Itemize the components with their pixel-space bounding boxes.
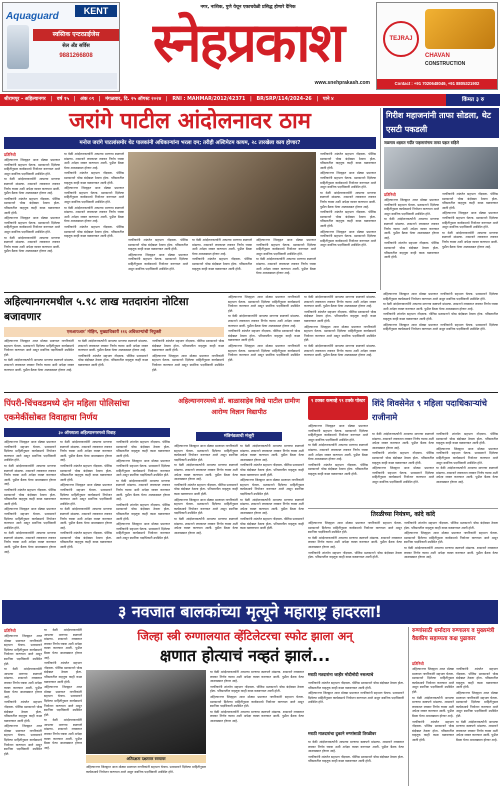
ad-subtitle: सेल अँड सर्विस: [62, 43, 90, 49]
lead-para: अहिल्यानगर जिल्ह्यात आज मोठ्या प्रमाणात नागरिकांनी सहभाग घेतला. प्रशासनाने दिलेल्या माहितीनुसार कार्यक्रमाचे नियोजन करण्यात आले असून स्थानिक पदाधिकारी उपस्थित होते.: [64, 186, 124, 204]
hospital-photo-caption: अतिदक्षता दक्षतावर रस्त्यावर: [86, 755, 206, 763]
hospital-headline-line2: क्षणात होत्याचं नव्हतं झालं...: [159, 646, 331, 665]
right-advertisement: [376, 2, 498, 90]
lead-para: या वेळी आंदोलनकर्त्यांनी आपल्या मागण्या स्पष्टपणे मांडल्या. शासनाने लवकरात लवकर निर्णय घ्यावा अशी अपेक्षा व्यक्त करण्यात आली. पुढील बैठक येत्या आठवड्यात होणार आहे.: [256, 257, 316, 276]
shinde-para: अहिल्यानगर जिल्ह्यात आज मोठ्या प्रमाणात नागरिकांनी सहभाग घेतला. प्रशासनाने दिलेल्या माहितीनुसार कार्यक्रमाचे नियोजन करण्यात आले असून स्थानिक पदाधिकारी उपस्थित होते.: [436, 446, 498, 465]
pimpri-para: अहिल्यानगर जिल्ह्यात आज मोठ्या प्रमाणात नागरिकांनी सहभाग घेतला. प्रशासनाने दिलेल्या माहितीनुसार कार्यक्रमाचे नियोजन करण्यात आले असून स्थानिक पदाधिकारी उपस्थित होते.: [116, 459, 170, 478]
flood-para: अहिल्यानगर जिल्ह्यात आज मोठ्या प्रमाणात नागरिकांनी सहभाग घेतला. प्रशासनाने दिलेल्या माहितीनुसार कार्यक्रमाचे नियोजन करण्यात आले असून स्थानिक पदाधिकारी उपस्थित होते.: [308, 521, 402, 535]
girish-para: या वेळी आंदोलनकर्त्यांनी आपल्या मागण्या स्पष्टपणे मांडल्या. शासनाने लवकरात लवकर निर्णय घ्यावा अशी अपेक्षा व्यक्त करण्यात आली. पुढील बैठक येत्या आठवड्यात होणार आहे.: [383, 302, 498, 311]
flood-para: अहिल्यानगर जिल्ह्यात आज मोठ्या प्रमाणात नागरिकांनी सहभाग घेतला. प्रशासनाने दिलेल्या माहितीनुसार कार्यक्रमाचे नियोजन करण्यात आले असून स्थानिक पदाधिकारी उपस्थित होते.: [404, 531, 498, 545]
masthead-tagline: नगर, नाशिक, पुणे येथून एकाचवेळी प्रसिद्ध होणारे दैनिक: [200, 5, 296, 10]
masthead-title: स्नेहप्रकाश: [152, 11, 344, 74]
shinde-para: या वेळी आंदोलनकर्त्यांनी आपल्या मागण्या स्पष्टपणे मांडल्या. शासनाने लवकरात लवकर निर्णय घ्यावा अशी अपेक्षा व्यक्त करण्यात आली. पुढील बैठक येत्या आठवड्यात होणार आहे.: [436, 466, 498, 484]
ad-shop-name: स्वस्तिक एन्टरप्राईजेस: [33, 29, 119, 41]
lead-column-4: [192, 238, 252, 288]
lead-para: नागरिकांनी शांततेत सहभाग नोंदवला. पोलिस प्रशासनाने चोख बंदोबस्त ठेवला होता. परिसरातील वाहतूक काही काळ वळवण्यात आली होती.: [64, 224, 124, 239]
lead-headline: जरांगे पाटील आंदोलनावर ठाम: [69, 109, 311, 134]
mini-para: अहिल्यानगर जिल्ह्यात आज मोठ्या प्रमाणात नागरिकांनी सहभाग घेतला. प्रशासनाने दिलेल्या माहितीनुसार कार्यक्रमाचे नियोजन करण्यात आले असून स्थानिक पदाधिकारी उपस्थित होते.: [44, 685, 82, 717]
shinde-column-3: [436, 432, 498, 506]
dateline-rni: RNI : MAHMAR/2012/42371: [172, 97, 246, 102]
girish-continued: [383, 292, 498, 390]
lead-para: नागरिकांनी शांततेत सहभाग नोंदवला. पोलिस प्रशासनाने चोख बंदोबस्त ठेवला होता. परिसरातील वाहतूक काही काळ वळवण्यात आली होती.: [128, 238, 188, 252]
lead-para: या वेळी आंदोलनकर्त्यांनी आपल्या मागण्या स्पष्टपणे मांडल्या. शासनाने लवकरात लवकर निर्णय घ्यावा अशी अपेक्षा व्यक्त करण्यात आली. पुढील बैठक येत्या आठवड्यात होणार आहे.: [192, 238, 252, 256]
ahilya-headline: अहिल्यानगरमध्ये डॉ. बाळासाहेब विखे पाटील ग्रामीण आरोग्य विज्ञान विद्यापीठ: [178, 397, 300, 416]
water-purifier-image: [7, 25, 29, 69]
price-badge: किंमत ३ रु: [446, 94, 500, 106]
girish-photo: [384, 147, 498, 189]
pimpri-column-3: [116, 440, 170, 598]
lead-para: अहिल्यानगर जिल्ह्यात आज मोठ्या प्रमाणात नागरिकांनी सहभाग घेतला. प्रशासनाने दिलेल्या माहितीनुसार कार्यक्रमाचे नियोजन करण्यात आले असून स्थानिक पदाधिकारी उपस्थित होते.: [320, 171, 376, 190]
aside-column-2: [308, 740, 404, 786]
divider: [4, 392, 498, 393]
ahilya-column-1: [174, 444, 238, 598]
lead-para: नागरिकांनी शांततेत सहभाग नोंदवला. पोलिस प्रशासनाने चोख बंदोबस्त ठेवला होता. परिसरातील वाहतूक काही काळ वळवण्यात आली होती.: [192, 257, 252, 271]
pimpri-para: या वेळी आंदोलनकर्त्यांनी आपल्या मागण्या स्पष्टपणे मांडल्या. शासनाने लवकरात लवकर निर्णय घ्यावा अशी अपेक्षा व्यक्त करण्यात आली. पुढील बैठक येत्या आठवड्यात होणार आहे.: [4, 463, 56, 487]
lead-para: या वेळी आंदोलनकर्त्यांनी आपल्या मागण्या स्पष्टपणे मांडल्या. शासनाने लवकरात लवकर निर्णय घ्यावा अशी अपेक्षा व्यक्त करण्यात आली. पुढील बैठक येत्या आठवड्यात होणार आहे.: [64, 205, 124, 224]
pimpri-para: या वेळी आंदोलनकर्त्यांनी आपल्या मागण्या स्पष्टपणे मांडल्या. शासनाने लवकरात लवकर निर्णय घ्यावा अशी अपेक्षा व्यक्त करण्यात आली. पुढील बैठक येत्या आठवड्यात होणार आहे.: [60, 440, 112, 463]
shinde-para: या वेळी आंदोलनकर्त्यांनी आपल्या मागण्या स्पष्टपणे मांडल्या. शासनाने लवकरात लवकर निर्णय घ्यावा अशी अपेक्षा व्यक्त करण्यात आली. पुढील बैठक येत्या आठवड्यात होणार आहे.: [308, 443, 368, 462]
girish-box: [380, 108, 498, 290]
flood-column-1: [308, 521, 402, 598]
ad-company-line1: CHAVAN: [425, 53, 450, 59]
ahilya-column-2: [240, 444, 304, 598]
pimpri-para: नागरिकांनी शांततेत सहभाग नोंदवला. पोलिस प्रशासनाने चोख बंदोबस्त ठेवला होता. परिसरातील वाहतूक काही काळ वळवण्यात आली होती.: [116, 502, 170, 521]
rugnalay-para: अहिल्यानगर जिल्ह्यात आज मोठ्या प्रमाणात नागरिकांनी सहभाग घेतला. प्रशासनाने दिलेल्या माहितीनुसार कार्यक्रमाचे नियोजन करण्यात आले असून स्थानिक पदाधिकारी उपस्थित होते.: [412, 667, 454, 694]
aside-headline-1: मराठी मतदारांना जाहीर मोदीमोदी नसल्याचे: [308, 672, 374, 677]
hospital-para: या वेळी आंदोलनकर्त्यांनी आपल्या मागण्या स्पष्टपणे मांडल्या. शासनाने लवकरात लवकर निर्णय घ्यावा अशी अपेक्षा व्यक्त करण्यात आली. पुढील बैठक येत्या आठवड्यात होणार आहे.: [210, 670, 304, 684]
flood-para: या वेळी आंदोलनकर्त्यांनी आपल्या मागण्या स्पष्टपणे मांडल्या. शासनाने लवकरात लवकर निर्णय घ्यावा अशी अपेक्षा व्यक्त करण्यात आली. पुढील बैठक येत्या आठवड्यात होणार आहे.: [404, 545, 498, 560]
rugnalay-box: [408, 627, 498, 786]
lead-column-6: [320, 152, 376, 288]
dateline-date: मंगळवार, दि. २५ ऑगस्ट २०२४: [105, 97, 162, 102]
voter-column-3: [152, 339, 224, 389]
hospital-headline-line1: जिल्हा स्त्री रुग्णालयात व्हेंटिलेटरचा स्फोट झाला अन्: [137, 629, 353, 643]
hospital-column-2: [210, 670, 304, 786]
voter-para: नागरिकांनी शांततेत सहभाग नोंदवला. पोलिस प्रशासनाने चोख बंदोबस्त ठेवला होता. परिसरातील वाहतूक काही काळ वळवण्यात आली होती.: [78, 353, 148, 367]
hospital-para: अहिल्यानगर जिल्ह्यात आज मोठ्या प्रमाणात नागरिकांनी सहभाग घेतला. प्रशासनाने दिलेल्या माहितीनुसार कार्यक्रमाचे नियोजन करण्यात आले असून स्थानिक पदाधिकारी उपस्थित होते.: [86, 765, 206, 774]
pimpri-column-1: [4, 440, 56, 598]
voter-para: या वेळी आंदोलनकर्त्यांनी आपल्या मागण्या स्पष्टपणे मांडल्या. शासनाने लवकरात लवकर निर्णय घ्यावा अशी अपेक्षा व्यक्त करण्यात आली. पुढील बैठक येत्या आठवड्यात होणार आहे.: [78, 339, 148, 353]
flood-para: नागरिकांनी शांततेत सहभाग नोंदवला. पोलिस प्रशासनाने चोख बंदोबस्त ठेवला होता. परिसरातील वाहतूक काही काळ वळवण्यात आली होती.: [308, 550, 402, 560]
lead-para: अहिल्यानगर जिल्ह्यात आज मोठ्या प्रमाणात नागरिकांनी सहभाग घेतला. प्रशासनाने दिलेल्या माहितीनुसार कार्यक्रमाचे नियोजन करण्यात आले असून स्थानिक पदाधिकारी उपस्थित होते.: [4, 158, 60, 176]
shinde-para: अहिल्यानगर जिल्ह्यात आज मोठ्या प्रमाणात नागरिकांनी सहभाग घेतला. प्रशासनाने दिलेल्या माहितीनुसार कार्यक्रमाचे नियोजन करण्यात आले असून स्थानिक पदाधिकारी उपस्थित होते.: [372, 466, 434, 484]
girish-para: या वेळी आंदोलनकर्त्यांनी आपल्या मागण्या स्पष्टपणे मांडल्या. शासनाने लवकरात लवकर निर्णय घ्यावा अशी अपेक्षा व्यक्त करण्यात आली. पुढील बैठक येत्या आठवड्यात होणार आहे.: [384, 217, 439, 240]
left-mini-column-2: [44, 628, 82, 786]
girish-subhead: जळगाव शहरात गर्दीत पाहणारांनाच ताफा पहात राहिले: [384, 140, 459, 145]
voter-para: नागरिकांनी शांततेत सहभाग नोंदवला. पोलिस प्रशासनाने चोख बंदोबस्त ठेवला होता. परिसरातील वाहतूक काही काळ वळवण्यात आली होती.: [228, 329, 300, 343]
pimpri-para: नागरिकांनी शांततेत सहभाग नोंदवला. पोलिस प्रशासनाने चोख बंदोबस्त ठेवला होता. परिसरातील वाहतूक काही काळ वळवण्यात आली होती.: [116, 440, 170, 458]
aside-para: नागरिकांनी शांततेत सहभाग नोंदवला. पोलिस प्रशासनाने चोख बंदोबस्त ठेवला होता. परिसरातील वाहतूक काही काळ वळवण्यात आली होती.: [308, 681, 404, 690]
girish-column-1: [384, 198, 439, 288]
dateline-place: श्रीरामपूर - अहिल्यानगर: [4, 97, 46, 102]
ad-phone: 9881266808: [59, 53, 93, 59]
lead-photo: [128, 152, 316, 236]
lead-para: अहिल्यानगर जिल्ह्यात आज मोठ्या प्रमाणात नागरिकांनी सहभाग घेतला. प्रशासनाने दिलेल्या माहितीनुसार कार्यक्रमाचे नियोजन करण्यात आले असून स्थानिक पदाधिकारी उपस्थित होते.: [4, 216, 60, 234]
girish-para: अहिल्यानगर जिल्ह्यात आज मोठ्या प्रमाणात नागरिकांनी सहभाग घेतला. प्रशासनाने दिलेल्या माहितीनुसार कार्यक्रमाचे नियोजन करण्यात आले असून स्थानिक पदाधिकारी उपस्थित होते.: [383, 322, 498, 332]
dateline-reg: BR/SRP/114/2024-26: [256, 97, 312, 102]
divider: [4, 292, 376, 293]
shinde-para: नागरिकांनी शांततेत सहभाग नोंदवला. पोलिस प्रशासनाने चोख बंदोबस्त ठेवला होता. परिसरातील वाहतूक काही काळ वळवण्यात आली होती.: [372, 451, 434, 465]
voter-para: नागरिकांनी शांततेत सहभाग नोंदवला. पोलिस प्रशासनाने चोख बंदोबस्त ठेवला होता. परिसरातील वाहतूक काही काळ वळवण्यात आली होती.: [152, 339, 224, 353]
aside-headline-2: मराठी मातदारांचा दुकाने रुग्णांसाठी तिरळीवर: [308, 731, 377, 736]
girish-para: अहिल्यानगर जिल्ह्यात आज मोठ्या प्रमाणात नागरिकांनी सहभाग घेतला. प्रशासनाने दिलेल्या माहितीनुसार कार्यक्रमाचे नियोजन करण्यात आले असून स्थानिक पदाधिकारी उपस्थित होते.: [442, 211, 498, 230]
ahilya-para: या वेळी आंदोलनकर्त्यांनी आपल्या मागण्या स्पष्टपणे मांडल्या. शासनाने लवकरात लवकर निर्णय घ्यावा अशी अपेक्षा व्यक्त करण्यात आली. पुढील बैठक येत्या आठवड्यात होणार आहे.: [174, 516, 238, 535]
lead-column-2: [64, 152, 124, 288]
voter-column-5: [304, 295, 376, 389]
rugnalay-para: नागरिकांनी शांततेत सहभाग नोंदवला. पोलिस प्रशासनाने चोख बंदोबस्त ठेवला होता. परिसरातील वाहतूक काही काळ वळवण्यात आली होती.: [456, 667, 498, 690]
voter-headline: अहिल्यानगरमधील ५.९८ लाख मतदारांना नोटिसा बजावणार: [4, 296, 189, 323]
flood-headline: तिरळीच्या नियंत्रण, कांदे कांदे: [308, 508, 498, 519]
dateline-bar: श्रीरामपूर - अहिल्यानगर | वर्ष १५ | अंक ०९ | मंगळवार, दि. २५ ऑगस्ट २०२४ | RNI : MAHMAR/2012/42371 | BR/SRP/114/2024-26 | पाने ४: [0, 94, 500, 106]
girish-byline: प्रतिनिधी: [384, 192, 396, 197]
rugnalay-column-2: [456, 667, 498, 785]
aquaguard-logo: Aquaguard: [6, 11, 59, 22]
lead-para: अहिल्यानगर जिल्ह्यात आज मोठ्या प्रमाणात नागरिकांनी सहभाग घेतला. प्रशासनाने दिलेल्या माहितीनुसार कार्यक्रमाचे नियोजन करण्यात आले असून स्थानिक पदाधिकारी उपस्थित होते.: [320, 229, 376, 248]
rugnalay-para: नागरिकांनी शांततेत सहभाग नोंदवला. पोलिस प्रशासनाने चोख बंदोबस्त ठेवला होता. परिसरातील वाहतूक काही काळ वळवण्यात आली होती.: [412, 719, 454, 742]
banner-headline: ३ नवजात बालकांच्या मृत्यूने महाराष्ट्र हादरला!: [2, 600, 498, 624]
mini-para: अहिल्यानगर जिल्ह्यात आज मोठ्या प्रमाणात नागरिकांनी सहभाग घेतला. प्रशासनाने दिलेल्या माहितीनुसार कार्यक्रमाचे नियोजन करण्यात आले असून स्थानिक पदाधिकारी उपस्थित होते.: [4, 724, 42, 756]
voter-column-2: [78, 339, 148, 389]
voter-para: अहिल्यानगर जिल्ह्यात आज मोठ्या प्रमाणात नागरिकांनी सहभाग घेतला. प्रशासनाने दिलेल्या माहितीनुसार कार्यक्रमाचे नियोजन करण्यात आले असून स्थानिक पदाधिकारी उपस्थित होते.: [304, 324, 376, 343]
girish-para: या वेळी आंदोलनकर्त्यांनी आपल्या मागण्या स्पष्टपणे मांडल्या. शासनाने लवकरात लवकर निर्णय घ्यावा अशी अपेक्षा व्यक्त करण्यात आली. पुढील बैठक येत्या आठवड्यात होणार आहे.: [442, 230, 498, 249]
ahilya-para: अहिल्यानगर जिल्ह्यात आज मोठ्या प्रमाणात नागरिकांनी सहभाग घेतला. प्रशासनाने दिलेल्या माहितीनुसार कार्यक्रमाचे नियोजन करण्यात आले असून स्थानिक पदाधिकारी उपस्थित होते.: [174, 497, 238, 516]
voter-para: या वेळी आंदोलनकर्त्यांनी आपल्या मागण्या स्पष्टपणे मांडल्या. शासनाने लवकरात लवकर निर्णय घ्यावा अशी अपेक्षा व्यक्त करण्यात आली. पुढील बैठक येत्या आठवड्यात होणार आहे.: [304, 295, 376, 309]
pimpri-para: नागरिकांनी शांततेत सहभाग नोंदवला. पोलिस प्रशासनाने चोख बंदोबस्त ठेवला होता. परिसरातील वाहतूक काही काळ वळवण्यात आली होती.: [60, 531, 112, 550]
girish-headline: गिरीश महाजनांनी ताफा सोडला, थेट एसटी पकडली: [383, 108, 499, 138]
girish-para: नागरिकांनी शांततेत सहभाग नोंदवला. पोलिस प्रशासनाने चोख बंदोबस्त ठेवला होता. परिसरातील वाहतूक काही काळ वळवण्यात आली होती.: [442, 192, 498, 210]
ahilya-para: नागरिकांनी शांततेत सहभाग नोंदवला. पोलिस प्रशासनाने चोख बंदोबस्त ठेवला होता. परिसरातील वाहतूक काही काळ वळवण्यात आली होती.: [240, 463, 304, 477]
rugnalay-column-1: [412, 667, 454, 785]
aside-column-1: [308, 681, 404, 727]
hospital-para: या वेळी आंदोलनकर्त्यांनी आपल्या मागण्या स्पष्टपणे मांडल्या. शासनाने लवकरात लवकर निर्णय घ्यावा अशी अपेक्षा व्यक्त करण्यात आली. पुढील बैठक येत्या आठवड्यात होणार आहे.: [210, 709, 304, 723]
lead-para: नागरिकांनी शांततेत सहभाग नोंदवला. पोलिस प्रशासनाने चोख बंदोबस्त ठेवला होता. परिसरातील वाहतूक काही काळ वळवण्यात आली होती.: [320, 152, 376, 170]
lead-para: नागरिकांनी शांततेत सहभाग नोंदवला. पोलिस प्रशासनाने चोख बंदोबस्त ठेवला होता. परिसरातील वाहतूक काही काळ वळवण्यात आली होती.: [64, 171, 124, 185]
tejraj-logo: TEJRAJ: [383, 21, 419, 57]
flood-column-2: [404, 521, 498, 598]
lead-subhead: मनोज जरांगे पाटलांसमोर थेट पालकांनी अधिकाऱ्यांना भरला दम; तरीही अल्टिमेटम कायम, २८ तारखेला काय होणार?: [4, 137, 376, 149]
shinde-column-1: [308, 424, 368, 506]
lead-para: अहिल्यानगर जिल्ह्यात आज मोठ्या प्रमाणात नागरिकांनी सहभाग घेतला. प्रशासनाने दिलेल्या माहितीनुसार कार्यक्रमाचे नियोजन करण्यात आले असून स्थानिक पदाधिकारी उपस्थित होते.: [256, 238, 316, 256]
mini-para: या वेळी आंदोलनकर्त्यांनी आपल्या मागण्या स्पष्टपणे मांडल्या. शासनाने लवकरात लवकर निर्णय घ्यावा अशी अपेक्षा व्यक्त करण्यात आली. पुढील बैठक येत्या आठवड्यात होणार आहे.: [4, 667, 42, 699]
ad-contact-strip: Contact : +91 7020648049, +91 8805321902: [377, 79, 497, 89]
girish-column-2: [442, 192, 498, 288]
pimpri-tag: ३० ऑगस्टला अहिल्यानगरमध्ये विवाह: [4, 428, 170, 437]
ahilya-para: या वेळी आंदोलनकर्त्यांनी आपल्या मागण्या स्पष्टपणे मांडल्या. शासनाने लवकरात लवकर निर्णय घ्यावा अशी अपेक्षा व्यक्त करण्यात आली. पुढील बैठक येत्या आठवड्यात होणार आहे.: [174, 463, 238, 482]
ad-company-line2: CONSTRUCTION: [425, 61, 466, 67]
shinde-badge: ९ टक्का कमाव्हे ९९ टक्के पोस्टर: [308, 396, 368, 420]
lead-para: अहिल्यानगर जिल्ह्यात आज मोठ्या प्रमाणात नागरिकांनी सहभाग घेतला. प्रशासनाने दिलेल्या माहितीनुसार कार्यक्रमाचे नियोजन करण्यात आले असून स्थानिक पदाधिकारी उपस्थित होते.: [128, 252, 188, 271]
ahilya-tag: मंत्रिमंडळाची मंजूरी: [196, 432, 282, 441]
pimpri-column-2: [60, 440, 112, 598]
lead-column-1: [4, 158, 60, 288]
pimpri-para: या वेळी आंदोलनकर्त्यांनी आपल्या मागण्या स्पष्टपणे मांडल्या. शासनाने लवकरात लवकर निर्णय घ्यावा अशी अपेक्षा व्यक्त करण्यात आली. पुढील बैठक येत्या आठवड्यात होणार आहे.: [116, 478, 170, 502]
rugnalay-headline: रुग्णांसाठी धर्मादाय रुग्णालय व मुख्यमंत्री वैद्यकीय सहाय्यता कक्ष पुढाकार: [412, 628, 495, 642]
left-mini-column-1: [4, 634, 42, 786]
lead-column-3: [128, 238, 188, 288]
flood-para: या वेळी आंदोलनकर्त्यांनी आपल्या मागण्या स्पष्टपणे मांडल्या. शासनाने लवकरात लवकर निर्णय घ्यावा अशी अपेक्षा व्यक्त करण्यात आली. पुढील बैठक येत्या आठवड्यात होणार आहे.: [308, 535, 402, 549]
shinde-para: या वेळी आंदोलनकर्त्यांनी आपल्या मागण्या स्पष्टपणे मांडल्या. शासनाने लवकरात लवकर निर्णय घ्यावा अशी अपेक्षा व्यक्त करण्यात आली. पुढील बैठक येत्या आठवड्यात होणार आहे.: [372, 432, 434, 450]
voter-para: अहिल्यानगर जिल्ह्यात आज मोठ्या प्रमाणात नागरिकांनी सहभाग घेतला. प्रशासनाने दिलेल्या माहितीनुसार कार्यक्रमाचे नियोजन करण्यात आले असून स्थानिक पदाधिकारी उपस्थित होते.: [228, 295, 300, 313]
voter-para: अहिल्यानगर जिल्ह्यात आज मोठ्या प्रमाणात नागरिकांनी सहभाग घेतला. प्रशासनाने दिलेल्या माहितीनुसार कार्यक्रमाचे नियोजन करण्यात आले असून स्थानिक पदाधिकारी उपस्थित होते.: [228, 343, 300, 362]
voter-column-1: [4, 339, 74, 389]
ahilya-para: या वेळी आंदोलनकर्त्यांनी आपल्या मागण्या स्पष्टपणे मांडल्या. शासनाने लवकरात लवकर निर्णय घ्यावा अशी अपेक्षा व्यक्त करण्यात आली. पुढील बैठक येत्या आठवड्यात होणार आहे.: [240, 444, 304, 462]
voter-para: या वेळी आंदोलनकर्त्यांनी आपल्या मागण्या स्पष्टपणे मांडल्या. शासनाने लवकरात लवकर निर्णय घ्यावा अशी अपेक्षा व्यक्त करण्यात आली. पुढील बैठक येत्या आठवड्यात होणार आहे.: [228, 314, 300, 328]
hospital-photo: [86, 670, 206, 754]
aside-para: नागरिकांनी शांततेत सहभाग नोंदवला. पोलिस प्रशासनाने चोख बंदोबस्त ठेवला होता. परिसरातील वाहतूक काही काळ वळवण्यात आली होती.: [308, 754, 404, 764]
ahilya-para: नागरिकांनी शांततेत सहभाग नोंदवला. पोलिस प्रशासनाने चोख बंदोबस्त ठेवला होता. परिसरातील वाहतूक काही काळ वळवण्यात आली होती.: [174, 482, 238, 496]
pimpri-para: अहिल्यानगर जिल्ह्यात आज मोठ्या प्रमाणात नागरिकांनी सहभाग घेतला. प्रशासनाने दिलेल्या माहितीनुसार कार्यक्रमाचे नियोजन करण्यात आले असून स्थानिक पदाधिकारी उपस्थित होते.: [116, 522, 170, 540]
dateline-issue: अंक ०९: [80, 97, 95, 102]
masthead-website: www.snehprakash.com: [314, 80, 370, 86]
left-mini-byline: प्रतिनिधी: [4, 628, 16, 633]
voter-para: नागरिकांनी शांततेत सहभाग नोंदवला. पोलिस प्रशासनाने चोख बंदोबस्त ठेवला होता. परिसरातील वाहतूक काही काळ वळवण्यात आली होती.: [304, 309, 376, 323]
pimpri-para: अहिल्यानगर जिल्ह्यात आज मोठ्या प्रमाणात नागरिकांनी सहभाग घेतला. प्रशासनाने दिलेल्या माहितीनुसार कार्यक्रमाचे नियोजन करण्यात आले असून स्थानिक पदाधिकारी उपस्थित होते.: [60, 483, 112, 506]
mini-para: अहिल्यानगर जिल्ह्यात आज मोठ्या प्रमाणात नागरिकांनी सहभाग घेतला. प्रशासनाने दिलेल्या माहितीनुसार कार्यक्रमाचे नियोजन करण्यात आले असून स्थानिक पदाधिकारी उपस्थित होते.: [4, 634, 42, 666]
lead-para: या वेळी आंदोलनकर्त्यांनी आपल्या मागण्या स्पष्टपणे मांडल्या. शासनाने लवकरात लवकर निर्णय घ्यावा अशी अपेक्षा व्यक्त करण्यात आली. पुढील बैठक येत्या आठवड्यात होणार आहे.: [4, 177, 60, 196]
pimpri-para: अहिल्यानगर जिल्ह्यात आज मोठ्या प्रमाणात नागरिकांनी सहभाग घेतला. प्रशासनाने दिलेल्या माहितीनुसार कार्यक्रमाचे नियोजन करण्यात आले असून स्थानिक पदाधिकारी उपस्थित होते.: [4, 507, 56, 530]
girish-para: अहिल्यानगर जिल्ह्यात आज मोठ्या प्रमाणात नागरिकांनी सहभाग घेतला. प्रशासनाने दिलेल्या माहितीनुसार कार्यक्रमाचे नियोजन करण्यात आले असून स्थानिक पदाधिकारी उपस्थित होते.: [384, 198, 439, 216]
ahilya-para: अहिल्यानगर जिल्ह्यात आज मोठ्या प्रमाणात नागरिकांनी सहभाग घेतला. प्रशासनाने दिलेल्या माहितीनुसार कार्यक्रमाचे नियोजन करण्यात आले असून स्थानिक पदाधिकारी उपस्थित होते.: [240, 478, 304, 496]
pimpri-para: या वेळी आंदोलनकर्त्यांनी आपल्या मागण्या स्पष्टपणे मांडल्या. शासनाने लवकरात लवकर निर्णय घ्यावा अशी अपेक्षा व्यक्त करण्यात आली. पुढील बैठक येत्या आठवड्यात होणार आहे.: [4, 531, 56, 554]
voter-column-4: [228, 295, 300, 389]
lead-column-5: [256, 238, 316, 288]
lead-para: नागरिकांनी शांततेत सहभाग नोंदवला. पोलिस प्रशासनाने चोख बंदोबस्त ठेवला होता. परिसरातील वाहतूक काही काळ वळवण्यात आली होती.: [320, 210, 376, 228]
lead-para: या वेळी आंदोलनकर्त्यांनी आपल्या मागण्या स्पष्टपणे मांडल्या. शासनाने लवकरात लवकर निर्णय घ्यावा अशी अपेक्षा व्यक्त करण्यात आली. पुढील बैठक येत्या आठवड्यात होणार आहे.: [64, 152, 124, 170]
mini-para: नागरिकांनी शांततेत सहभाग नोंदवला. पोलिस प्रशासनाने चोख बंदोबस्त ठेवला होता. परिसरातील वाहतूक काही काळ वळवण्यात आली होती.: [4, 700, 42, 723]
pimpri-headline: पिंपरी-चिंचवडमध्ये दोन महिला पोलिसांचा एकमेकींसोबत विवाहाचा निर्णय: [4, 398, 130, 422]
aside-para: अहिल्यानगर जिल्ह्यात आज मोठ्या प्रमाणात नागरिकांनी सहभाग घेतला. प्रशासनाने दिलेल्या माहितीनुसार कार्यक्रमाचे नियोजन करण्यात आले असून स्थानिक पदाधिकारी उपस्थित होते.: [308, 691, 404, 705]
shinde-para: नागरिकांनी शांततेत सहभाग नोंदवला. पोलिस प्रशासनाने चोख बंदोबस्त ठेवला होता. परिसरातील वाहतूक काही काळ वळवण्यात आली होती.: [436, 432, 498, 446]
flood-para: नागरिकांनी शांततेत सहभाग नोंदवला. पोलिस प्रशासनाने चोख बंदोबस्त ठेवला होता. परिसरातील वाहतूक काही काळ वळवण्यात आली होती.: [404, 521, 498, 530]
pimpri-para: या वेळी आंदोलनकर्त्यांनी आपल्या मागण्या स्पष्टपणे मांडल्या. शासनाने लवकरात लवकर निर्णय घ्यावा अशी अपेक्षा व्यक्त करण्यात आली. पुढील बैठक येत्या आठवड्यात होणार आहे.: [60, 507, 112, 530]
mini-para: या वेळी आंदोलनकर्त्यांनी आपल्या मागण्या स्पष्टपणे मांडल्या. शासनाने लवकरात लवकर निर्णय घ्यावा अशी अपेक्षा व्यक्त करण्यात आली. पुढील बैठक येत्या आठवड्यात होणार आहे.: [44, 718, 82, 750]
hospital-para: अहिल्यानगर जिल्ह्यात आज मोठ्या प्रमाणात नागरिकांनी सहभाग घेतला. प्रशासनाने दिलेल्या माहितीनुसार कार्यक्रमाचे नियोजन करण्यात आले असून स्थानिक पदाधिकारी उपस्थित होते.: [210, 694, 304, 709]
mini-para: या वेळी आंदोलनकर्त्यांनी आपल्या मागण्या स्पष्टपणे मांडल्या. शासनाने लवकरात लवकर निर्णय घ्यावा अशी अपेक्षा व्यक्त करण्यात आली. पुढील बैठक येत्या आठवड्यात होणार आहे.: [44, 628, 82, 660]
ahilya-para: अहिल्यानगर जिल्ह्यात आज मोठ्या प्रमाणात नागरिकांनी सहभाग घेतला. प्रशासनाने दिलेल्या माहितीनुसार कार्यक्रमाचे नियोजन करण्यात आले असून स्थानिक पदाधिकारी उपस्थित होते.: [174, 444, 238, 462]
rugnalay-para: या वेळी आंदोलनकर्त्यांनी आपल्या मागण्या स्पष्टपणे मांडल्या. शासनाने लवकरात लवकर निर्णय घ्यावा अशी अपेक्षा व्यक्त करण्यात आली. पुढील बैठक येत्या आठवड्यात होणार आहे.: [412, 695, 454, 718]
ad-address-block: [7, 73, 117, 89]
pimpri-para: नागरिकांनी शांततेत सहभाग नोंदवला. पोलिस प्रशासनाने चोख बंदोबस्त ठेवला होता. परिसरातील वाहतूक काही काळ वळवण्यात आली होती.: [60, 463, 112, 482]
shinde-column-2: [372, 432, 434, 506]
rugnalay-para: अहिल्यानगर जिल्ह्यात आज मोठ्या प्रमाणात नागरिकांनी सहभाग घेतला. प्रशासनाने दिलेल्या माहितीनुसार कार्यक्रमाचे नियोजन करण्यात आले असून स्थानिक पदाधिकारी उपस्थित होते.: [456, 690, 498, 718]
girish-para: अहिल्यानगर जिल्ह्यात आज मोठ्या प्रमाणात नागरिकांनी सहभाग घेतला. प्रशासनाने दिलेल्या माहितीनुसार कार्यक्रमाचे नियोजन करण्यात आले असून स्थानिक पदाधिकारी उपस्थित होते.: [383, 292, 498, 301]
pimpri-para: अहिल्यानगर जिल्ह्यात आज मोठ्या प्रमाणात नागरिकांनी सहभाग घेतला. प्रशासनाने दिलेल्या माहितीनुसार कार्यक्रमाचे नियोजन करण्यात आले असून स्थानिक पदाधिकारी उपस्थित होते.: [4, 440, 56, 463]
girish-para: नागरिकांनी शांततेत सहभाग नोंदवला. पोलिस प्रशासनाने चोख बंदोबस्त ठेवला होता. परिसरातील वाहतूक काही काळ वळवण्यात आली होती.: [383, 312, 498, 321]
excavator-image: [425, 9, 495, 49]
dateline-pages: पाने ४: [322, 97, 334, 102]
shinde-para: अहिल्यानगर जिल्ह्यात आज मोठ्या प्रमाणात नागरिकांनी सहभाग घेतला. प्रशासनाने दिलेल्या माहितीनुसार कार्यक्रमाचे नियोजन करण्यात आले असून स्थानिक पदाधिकारी उपस्थित होते.: [308, 424, 368, 442]
hospital-column-1: [86, 765, 206, 786]
lead-para: या वेळी आंदोलनकर्त्यांनी आपल्या मागण्या स्पष्टपणे मांडल्या. शासनाने लवकरात लवकर निर्णय घ्यावा अशी अपेक्षा व्यक्त करण्यात आली. पुढील बैठक येत्या आठवड्यात होणार आहे.: [320, 190, 376, 209]
voter-para: अहिल्यानगर जिल्ह्यात आज मोठ्या प्रमाणात नागरिकांनी सहभाग घेतला. प्रशासनाने दिलेल्या माहितीनुसार कार्यक्रमाचे नियोजन करण्यात आले असून स्थानिक पदाधिकारी उपस्थित होते.: [4, 339, 74, 357]
lead-para: नागरिकांनी शांततेत सहभाग नोंदवला. पोलिस प्रशासनाने चोख बंदोबस्त ठेवला होता. परिसरातील वाहतूक काही काळ वळवण्यात आली होती.: [4, 196, 60, 215]
girish-para: नागरिकांनी शांततेत सहभाग नोंदवला. पोलिस प्रशासनाने चोख बंदोबस्त ठेवला होता. परिसरातील वाहतूक काही काळ वळवण्यात आली होती.: [384, 241, 439, 260]
shinde-para: नागरिकांनी शांततेत सहभाग नोंदवला. पोलिस प्रशासनाने चोख बंदोबस्त ठेवला होता. परिसरातील वाहतूक काही काळ वळवण्यात आली होती.: [308, 462, 368, 476]
pimpri-para: नागरिकांनी शांततेत सहभाग नोंदवला. पोलिस प्रशासनाने चोख बंदोबस्त ठेवला होता. परिसरातील वाहतूक काही काळ वळवण्यात आली होती.: [4, 487, 56, 506]
voter-para: या वेळी आंदोलनकर्त्यांनी आपल्या मागण्या स्पष्टपणे मांडल्या. शासनाने लवकरात लवकर निर्णय घ्यावा अशी अपेक्षा व्यक्त करण्यात आली. पुढील बैठक येत्या आठवड्यात होणार आहे.: [304, 343, 376, 358]
ahilya-para: या वेळी आंदोलनकर्त्यांनी आपल्या मागण्या स्पष्टपणे मांडल्या. शासनाने लवकरात लवकर निर्णय घ्यावा अशी अपेक्षा व्यक्त करण्यात आली. पुढील बैठक येत्या आठवड्यात होणार आहे.: [240, 497, 304, 516]
dateline-year: वर्ष १५: [56, 97, 69, 102]
left-advertisement: [2, 2, 120, 92]
kent-logo: KENT: [75, 5, 117, 17]
ahilya-para: नागरिकांनी शांततेत सहभाग नोंदवला. पोलिस प्रशासनाने चोख बंदोबस्त ठेवला होता. परिसरातील वाहतूक काही काळ वळवण्यात आली होती.: [240, 516, 304, 531]
shinde-headline: शिंदे शिवसेनेत ९ महिला पदाधिकाऱ्यांचे राजीनामे: [372, 398, 487, 422]
lead-para: या वेळी आंदोलनकर्त्यांनी आपल्या मागण्या स्पष्टपणे मांडल्या. शासनाने लवकरात लवकर निर्णय घ्यावा अशी अपेक्षा व्यक्त करण्यात आली. पुढील बैठक येत्या आठवड्यात होणार आहे.: [4, 235, 60, 254]
lead-byline: प्रतिनिधी: [4, 152, 16, 157]
rugnalay-para: या वेळी आंदोलनकर्त्यांनी आपल्या मागण्या स्पष्टपणे मांडल्या. शासनाने लवकरात लवकर निर्णय घ्यावा अशी अपेक्षा व्यक्त करण्यात आली. पुढील बैठक येत्या आठवड्यात होणार आहे.: [456, 719, 498, 742]
mini-para: नागरिकांनी शांततेत सहभाग नोंदवला. पोलिस प्रशासनाने चोख बंदोबस्त ठेवला होता. परिसरातील वाहतूक काही काळ वळवण्यात आली होती.: [44, 661, 82, 684]
voter-para: अहिल्यानगर जिल्ह्यात आज मोठ्या प्रमाणात नागरिकांनी सहभाग घेतला. प्रशासनाने दिलेल्या माहितीनुसार कार्यक्रमाचे नियोजन करण्यात आले असून स्थानिक पदाधिकारी उपस्थित होते.: [152, 353, 224, 372]
hospital-para: नागरिकांनी शांततेत सहभाग नोंदवला. पोलिस प्रशासनाने चोख बंदोबस्त ठेवला होता. परिसरातील वाहतूक काही काळ वळवण्यात आली होती.: [210, 684, 304, 694]
voter-para: या वेळी आंदोलनकर्त्यांनी आपल्या मागण्या स्पष्टपणे मांडल्या. शासनाने लवकरात लवकर निर्णय घ्यावा अशी अपेक्षा व्यक्त करण्यात आली. पुढील बैठक येत्या आठवड्यात होणार आहे.: [4, 358, 74, 372]
voter-tag: एसआयआर' मोहिम, मुख्याधिकारी ११६ अधिकाऱ्यांची नियुक्ती: [4, 327, 224, 337]
rugnalay-byline: प्रतिनिधी: [412, 661, 424, 666]
aside-para: या वेळी आंदोलनकर्त्यांनी आपल्या मागण्या स्पष्टपणे मांडल्या. शासनाने लवकरात लवकर निर्णय घ्यावा अशी अपेक्षा व्यक्त करण्यात आली. पुढील बैठक येत्या आठवड्यात होणार आहे.: [308, 740, 404, 754]
